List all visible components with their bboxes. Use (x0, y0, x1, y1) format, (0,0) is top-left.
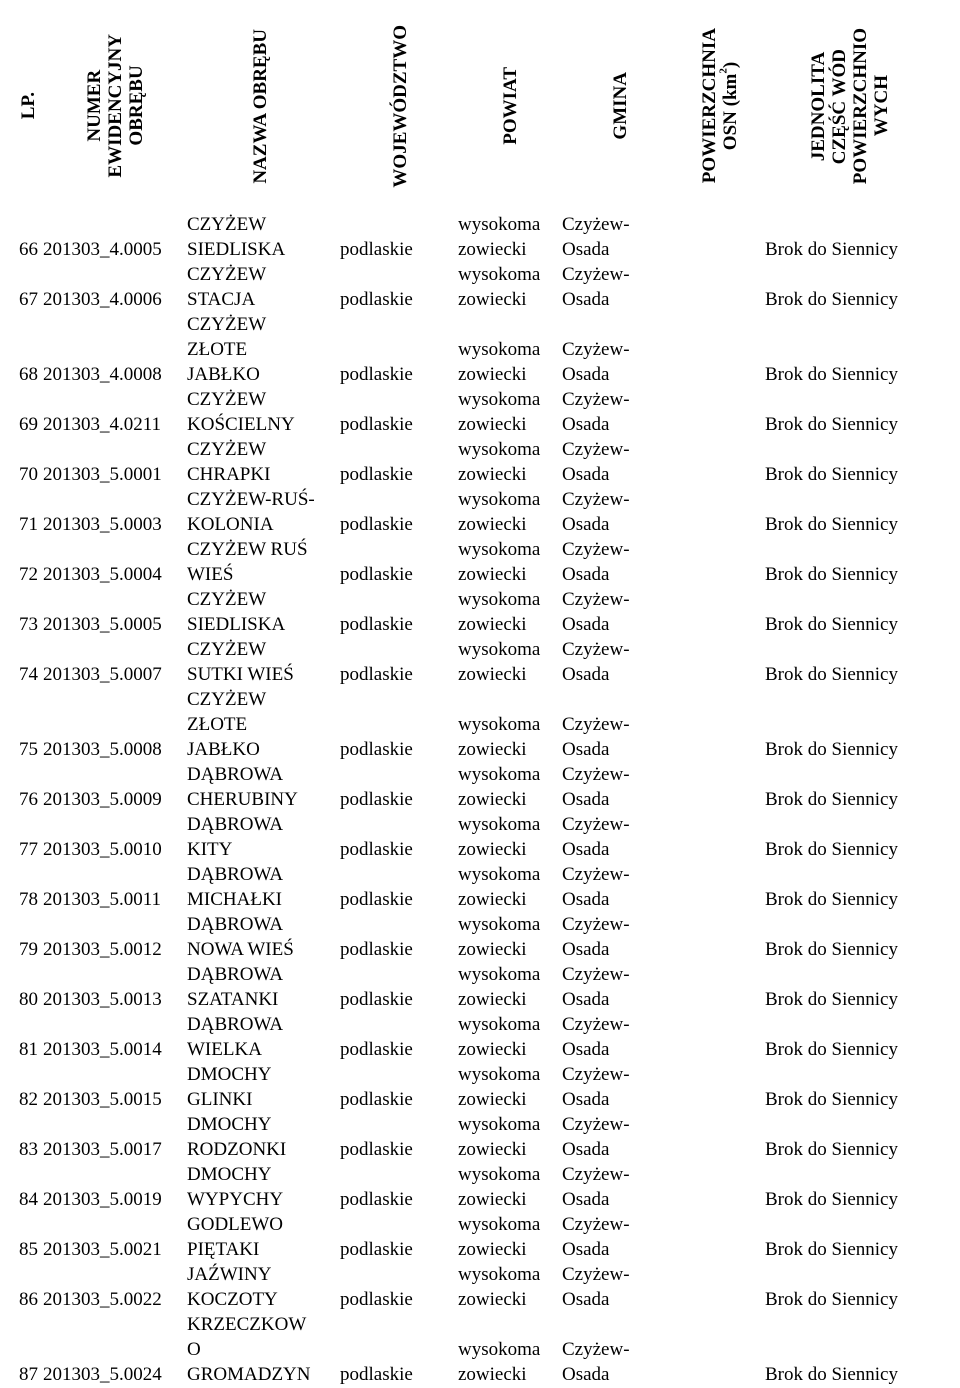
table-row (0, 1112, 960, 1162)
row-lp: 71 (19, 514, 38, 535)
row-nazwa: JAŹWINY KOCZOTY (187, 1264, 278, 1310)
row-nazwa: DĄBROWA SZATANKI (187, 964, 284, 1010)
row-wojewodztwo: podlaskie (340, 364, 413, 385)
row-gmina: Czyżew- Osada (562, 439, 630, 485)
row-gmina: Czyżew- Osada (562, 589, 630, 635)
row-nazwa: CZYŻEW ZŁOTE JABŁKO (187, 689, 267, 760)
row-gmina: Czyżew- Osada (562, 1014, 630, 1060)
row-powiat: wysokoma zowiecki (458, 764, 541, 810)
row-lp: 67 (19, 289, 38, 310)
header-osn-superscript: 2 (717, 68, 730, 74)
row-nazwa: CZYŻEW KOŚCIELNY (187, 389, 295, 435)
header-osn-line2-suffix: ) (720, 61, 741, 69)
row-nazwa: CZYŻEW SIEDLISKA (187, 214, 286, 260)
row-jcw: Brok do Siennicy (765, 614, 898, 635)
row-jcw: Brok do Siennicy (765, 464, 898, 485)
row-lp: 76 (19, 789, 38, 810)
row-wojewodztwo: podlaskie (340, 1039, 413, 1060)
row-numer: 201303_5.0003 (43, 514, 162, 535)
header-jcw (800, 0, 900, 212)
row-nazwa: DĄBROWA MICHAŁKI (187, 864, 284, 910)
header-lp-label: LP. (17, 92, 39, 120)
row-powiat: wysokoma zowiecki (458, 964, 541, 1010)
row-lp: 79 (19, 939, 38, 960)
row-jcw: Brok do Siennicy (765, 1289, 898, 1310)
row-powiat: wysokoma zowiecki (458, 714, 541, 760)
row-lp: 68 (19, 364, 38, 385)
row-wojewodztwo: podlaskie (340, 514, 413, 535)
row-gmina: Czyżew- Osada (562, 389, 630, 435)
table-row (0, 912, 960, 962)
table-row (0, 1162, 960, 1212)
table-row (0, 587, 960, 637)
row-numer: 201303_5.0007 (43, 664, 162, 685)
row-jcw: Brok do Siennicy (765, 739, 898, 760)
row-jcw: Brok do Siennicy (765, 839, 898, 860)
row-wojewodztwo: podlaskie (340, 464, 413, 485)
row-lp: 72 (19, 564, 38, 585)
row-jcw: Brok do Siennicy (765, 289, 898, 310)
table-row (0, 862, 960, 912)
table-row (0, 262, 960, 312)
row-powiat: wysokoma zowiecki (458, 1339, 541, 1385)
row-wojewodztwo: podlaskie (340, 289, 413, 310)
header-osn-label (699, 28, 741, 183)
row-nazwa: CZYŻEW ZŁOTE JABŁKO (187, 314, 267, 385)
row-numer: 201303_5.0008 (43, 739, 162, 760)
row-nazwa: CZYŻEW CHRAPKI (187, 439, 271, 485)
row-nazwa: GODLEWO PIĘTAKI (187, 1214, 284, 1260)
table-row (0, 212, 960, 262)
row-powiat: wysokoma zowiecki (458, 214, 541, 260)
row-wojewodztwo: podlaskie (340, 1289, 413, 1310)
row-nazwa: DMOCHY WYPYCHY (187, 1164, 284, 1210)
table-row (0, 962, 960, 1012)
row-gmina: Czyżew- Osada (562, 264, 630, 310)
table-row (0, 437, 960, 487)
row-jcw: Brok do Siennicy (765, 989, 898, 1010)
row-nazwa: DMOCHY RODZONKI (187, 1114, 287, 1160)
row-gmina: Czyżew- Osada (562, 1114, 630, 1160)
table-row (0, 487, 960, 537)
row-jcw: Brok do Siennicy (765, 789, 898, 810)
row-numer: 201303_5.0014 (43, 1039, 162, 1060)
row-powiat: wysokoma zowiecki (458, 1164, 541, 1210)
row-nazwa: CZYŻEW SIEDLISKA (187, 589, 286, 635)
row-lp: 77 (19, 839, 38, 860)
row-wojewodztwo: podlaskie (340, 989, 413, 1010)
row-numer: 201303_5.0015 (43, 1089, 162, 1110)
row-lp: 80 (19, 989, 38, 1010)
row-jcw: Brok do Siennicy (765, 664, 898, 685)
row-gmina: Czyżew- Osada (562, 764, 630, 810)
row-powiat: wysokoma zowiecki (458, 1264, 541, 1310)
row-powiat: wysokoma zowiecki (458, 1214, 541, 1260)
row-jcw: Brok do Siennicy (765, 1139, 898, 1160)
header-lp (8, 0, 48, 212)
row-numer: 201303_4.0008 (43, 364, 162, 385)
table-row (0, 762, 960, 812)
row-jcw: Brok do Siennicy (765, 514, 898, 535)
header-wojewodztwo (380, 0, 420, 212)
row-nazwa: DMOCHY GLINKI (187, 1064, 272, 1110)
row-lp: 75 (19, 739, 38, 760)
row-wojewodztwo: podlaskie (340, 789, 413, 810)
row-nazwa: KRZECZKOW O GROMADZYN (187, 1314, 311, 1385)
row-lp: 84 (19, 1189, 38, 1210)
row-nazwa: CZYŻEW RUŚ WIEŚ (187, 539, 308, 585)
row-lp: 70 (19, 464, 38, 485)
row-powiat: wysokoma zowiecki (458, 439, 541, 485)
header-jcw-label: JEDNOLITA CZĘŚĆ WÓD POWIERZCHNIO WYCH (808, 27, 892, 185)
row-gmina: Czyżew- Osada (562, 814, 630, 860)
header-gmina-label: GMINA (609, 72, 631, 140)
row-powiat: wysokoma zowiecki (458, 864, 541, 910)
table-row (0, 537, 960, 587)
header-numer-label: NUMER EWIDENCYJNY OBRĘBU (83, 34, 147, 178)
row-wojewodztwo: podlaskie (340, 1364, 413, 1385)
table-row (0, 687, 960, 762)
row-lp: 66 (19, 239, 38, 260)
row-nazwa: DĄBROWA KITY (187, 814, 284, 860)
row-powiat: wysokoma zowiecki (458, 1064, 541, 1110)
row-jcw: Brok do Siennicy (765, 364, 898, 385)
row-nazwa: DĄBROWA WIELKA (187, 1014, 284, 1060)
row-jcw: Brok do Siennicy (765, 239, 898, 260)
row-numer: 201303_5.0017 (43, 1139, 162, 1160)
row-gmina: Czyżew- Osada (562, 1164, 630, 1210)
row-lp: 87 (19, 1364, 38, 1385)
row-lp: 69 (19, 414, 38, 435)
row-jcw: Brok do Siennicy (765, 1364, 898, 1385)
row-powiat: wysokoma zowiecki (458, 589, 541, 635)
row-powiat: wysokoma zowiecki (458, 1114, 541, 1160)
row-powiat: wysokoma zowiecki (458, 914, 541, 960)
table-row (0, 1062, 960, 1112)
table-row (0, 1262, 960, 1312)
row-wojewodztwo: podlaskie (340, 1139, 413, 1160)
row-gmina: Czyżew- Osada (562, 1064, 630, 1110)
row-gmina: Czyżew- Osada (562, 339, 630, 385)
row-wojewodztwo: podlaskie (340, 889, 413, 910)
row-wojewodztwo: podlaskie (340, 239, 413, 260)
header-osn (685, 0, 755, 212)
row-jcw: Brok do Siennicy (765, 1189, 898, 1210)
row-numer: 201303_5.0011 (43, 889, 162, 910)
header-osn-line2-prefix: OSN (km (720, 73, 741, 151)
header-numer (70, 0, 160, 212)
row-jcw: Brok do Siennicy (765, 564, 898, 585)
row-lp: 86 (19, 1289, 38, 1310)
row-gmina: Czyżew- Osada (562, 964, 630, 1010)
row-lp: 85 (19, 1239, 38, 1260)
row-numer: 201303_5.0009 (43, 789, 162, 810)
row-nazwa: CZYŻEW SUTKI WIEŚ (187, 639, 294, 685)
row-nazwa: CZYŻEW-RUŚ- KOLONIA (187, 489, 315, 535)
row-jcw: Brok do Siennicy (765, 1239, 898, 1260)
header-wojewodztwo-label: WOJEWÓDZTWO (389, 24, 411, 188)
row-numer: 201303_5.0013 (43, 989, 162, 1010)
row-gmina: Czyżew- Osada (562, 489, 630, 535)
table-body (0, 212, 960, 1387)
row-wojewodztwo: podlaskie (340, 939, 413, 960)
row-gmina: Czyżew- Osada (562, 539, 630, 585)
header-osn-line1: POWIERZCHNIA (699, 28, 720, 184)
row-wojewodztwo: podlaskie (340, 564, 413, 585)
row-numer: 201303_5.0021 (43, 1239, 162, 1260)
row-wojewodztwo: podlaskie (340, 1189, 413, 1210)
row-nazwa: CZYŻEW STACJA (187, 264, 267, 310)
row-numer: 201303_5.0001 (43, 464, 162, 485)
row-lp: 82 (19, 1089, 38, 1110)
row-wojewodztwo: podlaskie (340, 614, 413, 635)
row-powiat: wysokoma zowiecki (458, 489, 541, 535)
row-numer: 201303_4.0211 (43, 414, 162, 435)
row-numer: 201303_5.0019 (43, 1189, 162, 1210)
row-gmina: Czyżew- Osada (562, 214, 630, 260)
header-powiat-label: POWIAT (499, 67, 521, 145)
row-powiat: wysokoma zowiecki (458, 539, 541, 585)
row-gmina: Czyżew- Osada (562, 714, 630, 760)
row-wojewodztwo: podlaskie (340, 1089, 413, 1110)
row-numer: 201303_5.0022 (43, 1289, 162, 1310)
row-gmina: Czyżew- Osada (562, 914, 630, 960)
row-powiat: wysokoma zowiecki (458, 1014, 541, 1060)
row-gmina: Czyżew- Osada (562, 864, 630, 910)
row-powiat: wysokoma zowiecki (458, 814, 541, 860)
row-numer: 201303_5.0004 (43, 564, 162, 585)
row-lp: 78 (19, 889, 38, 910)
table-row (0, 1212, 960, 1262)
row-gmina: Czyżew- Osada (562, 1339, 630, 1385)
row-jcw: Brok do Siennicy (765, 889, 898, 910)
row-lp: 74 (19, 664, 38, 685)
row-powiat: wysokoma zowiecki (458, 389, 541, 435)
row-gmina: Czyżew- Osada (562, 1264, 630, 1310)
row-lp: 83 (19, 1139, 38, 1160)
row-wojewodztwo: podlaskie (340, 664, 413, 685)
row-numer: 201303_5.0024 (43, 1364, 162, 1385)
row-lp: 73 (19, 614, 38, 635)
row-gmina: Czyżew- Osada (562, 639, 630, 685)
row-wojewodztwo: podlaskie (340, 739, 413, 760)
table-row (0, 812, 960, 862)
row-numer: 201303_4.0006 (43, 289, 162, 310)
row-numer: 201303_5.0010 (43, 839, 162, 860)
row-wojewodztwo: podlaskie (340, 414, 413, 435)
row-numer: 201303_5.0012 (43, 939, 162, 960)
header-nazwa-label: NAZWA OBRĘBU (249, 28, 271, 184)
row-powiat: wysokoma zowiecki (458, 264, 541, 310)
table-header (0, 0, 960, 212)
header-gmina (600, 0, 640, 212)
table-row (0, 1312, 960, 1387)
row-numer: 201303_4.0005 (43, 239, 162, 260)
row-wojewodztwo: podlaskie (340, 839, 413, 860)
table-row (0, 637, 960, 687)
row-powiat: wysokoma zowiecki (458, 639, 541, 685)
row-jcw: Brok do Siennicy (765, 939, 898, 960)
row-jcw: Brok do Siennicy (765, 1039, 898, 1060)
header-powiat (490, 0, 530, 212)
table-row (0, 1012, 960, 1062)
row-numer: 201303_5.0005 (43, 614, 162, 635)
header-nazwa (240, 0, 280, 212)
row-lp: 81 (19, 1039, 38, 1060)
table-row (0, 312, 960, 387)
row-gmina: Czyżew- Osada (562, 1214, 630, 1260)
row-powiat: wysokoma zowiecki (458, 339, 541, 385)
row-nazwa: DĄBROWA CHERUBINY (187, 764, 298, 810)
row-nazwa: DĄBROWA NOWA WIEŚ (187, 914, 294, 960)
row-jcw: Brok do Siennicy (765, 414, 898, 435)
table-row (0, 387, 960, 437)
row-wojewodztwo: podlaskie (340, 1239, 413, 1260)
row-jcw: Brok do Siennicy (765, 1089, 898, 1110)
